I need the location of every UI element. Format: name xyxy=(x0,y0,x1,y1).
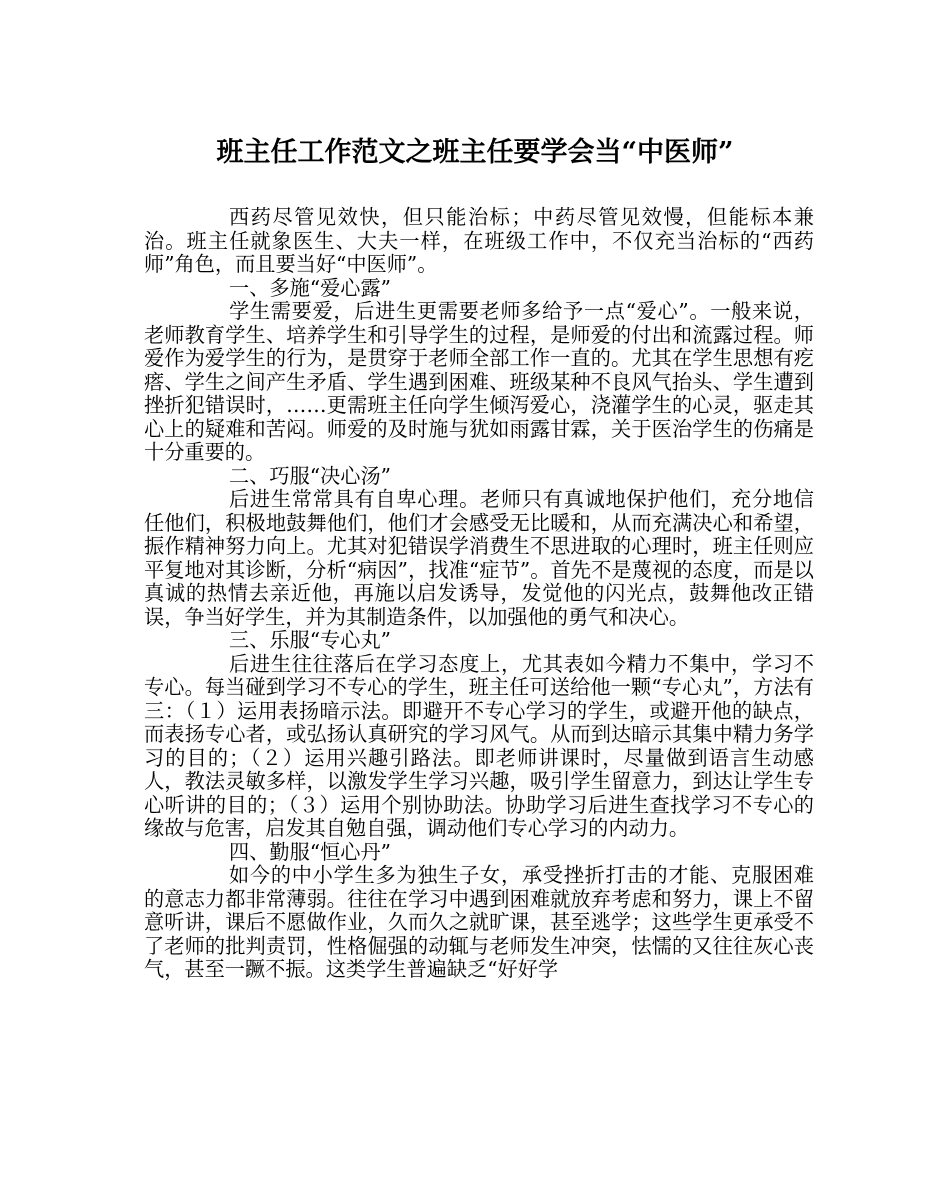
paragraph-intro: 西药尽管见效快，但只能治标；中药尽管见效慢，但能标本兼治。班主任就象医生、大夫一样，在班级工作中，不仅充当治标的“西药师”角色，而且要当好“中医师”。 xyxy=(144,205,814,276)
section-heading-4: 四、勤服“恒心丹” xyxy=(229,839,391,864)
paragraph-section-2: 后进生常常具有自卑心理。老师只有真诚地保护他们，充分地信任他们，积极地鼓舞他们，他们才会感受无比暖和，从而充满决心和希望，振作精神努力向上。尤其对犯错误学消费生不思进取的心理时，班主任则应平复地对其诊断，分析“病因”，找准“症节”。首先不是蔑视的态度，而是以真诚的热情去亲近他，再施以启发诱导，发觉他的闪光点，鼓舞他改正错误，争当好学生，并为其制造条件，以加强他的勇气和决心。 xyxy=(144,487,814,629)
section-heading-3: 三、乐服“专心丸” xyxy=(229,628,391,652)
paragraph-section-3: 后进生往往落后在学习态度上，尤其表如今精力不集中，学习不专心。每当碰到学习不专心的学生，班主任可送给他一颗“专心丸”，方法有三：（１）运用表扬暗示法。即避开不专心学习的学生，或避开他的缺点，而表扬专心者，或弘扬认真研究的学习风气。从而到达暗示其集中精力务学习的目的；（２）运用兴趣引路法。即老师讲课时，尽量做到语言生动感人，教法灵敏多样，以激发学生学习兴趣，吸引学生留意力，到达让学生专心听讲的目的；（３）运用个别协助法。协助学习后进生查找学习不专心的缘故与危害，启发其自勉自强，调动他们专心学习的内动力。 xyxy=(144,651,814,840)
section-heading-2: 二、巧服“决心汤” xyxy=(229,463,391,488)
document-title: 班主任工作范文之班主任要学会当“中医师” xyxy=(216,137,734,168)
document-body xyxy=(144,206,814,982)
paragraph-section-4: 如今的中小学生多为独生子女，承受挫折打击的才能、克服困难的意志力都非常薄弱。往往在学习中遇到困难就放弃考虑和努力，课上不留意听讲，课后不愿做作业，久而久之就旷课，甚至逃学；这些学生更承受不了老师的批判责罚，性格倔强的动辄与老师发生冲突，怯懦的又往往灰心丧气，甚至一蹶不振。这类学生普遍缺乏“好好学 xyxy=(144,863,814,981)
paragraph-section-1: 学生需要爱，后进生更需要老师多给予一点“爱心”。一般来说，老师教育学生、培养学生和引导学生的过程，是师爱的付出和流露过程。师爱作为爱学生的行为，是贯穿于老师全部工作一直的。尤其在学生思想有疙瘩、学生之间产生矛盾、学生遇到困难、班级某种不良风气抬头、学生遭到挫折犯错误时，……更需班主任向学生倾泻爱心，浇灌学生的心灵，驱走其心上的疑难和苦闷。师爱的及时施与犹如雨露甘霖，关于医治学生的伤痛是十分重要的。 xyxy=(144,299,814,464)
section-heading-1: 一、多施“爱心露” xyxy=(229,275,391,300)
